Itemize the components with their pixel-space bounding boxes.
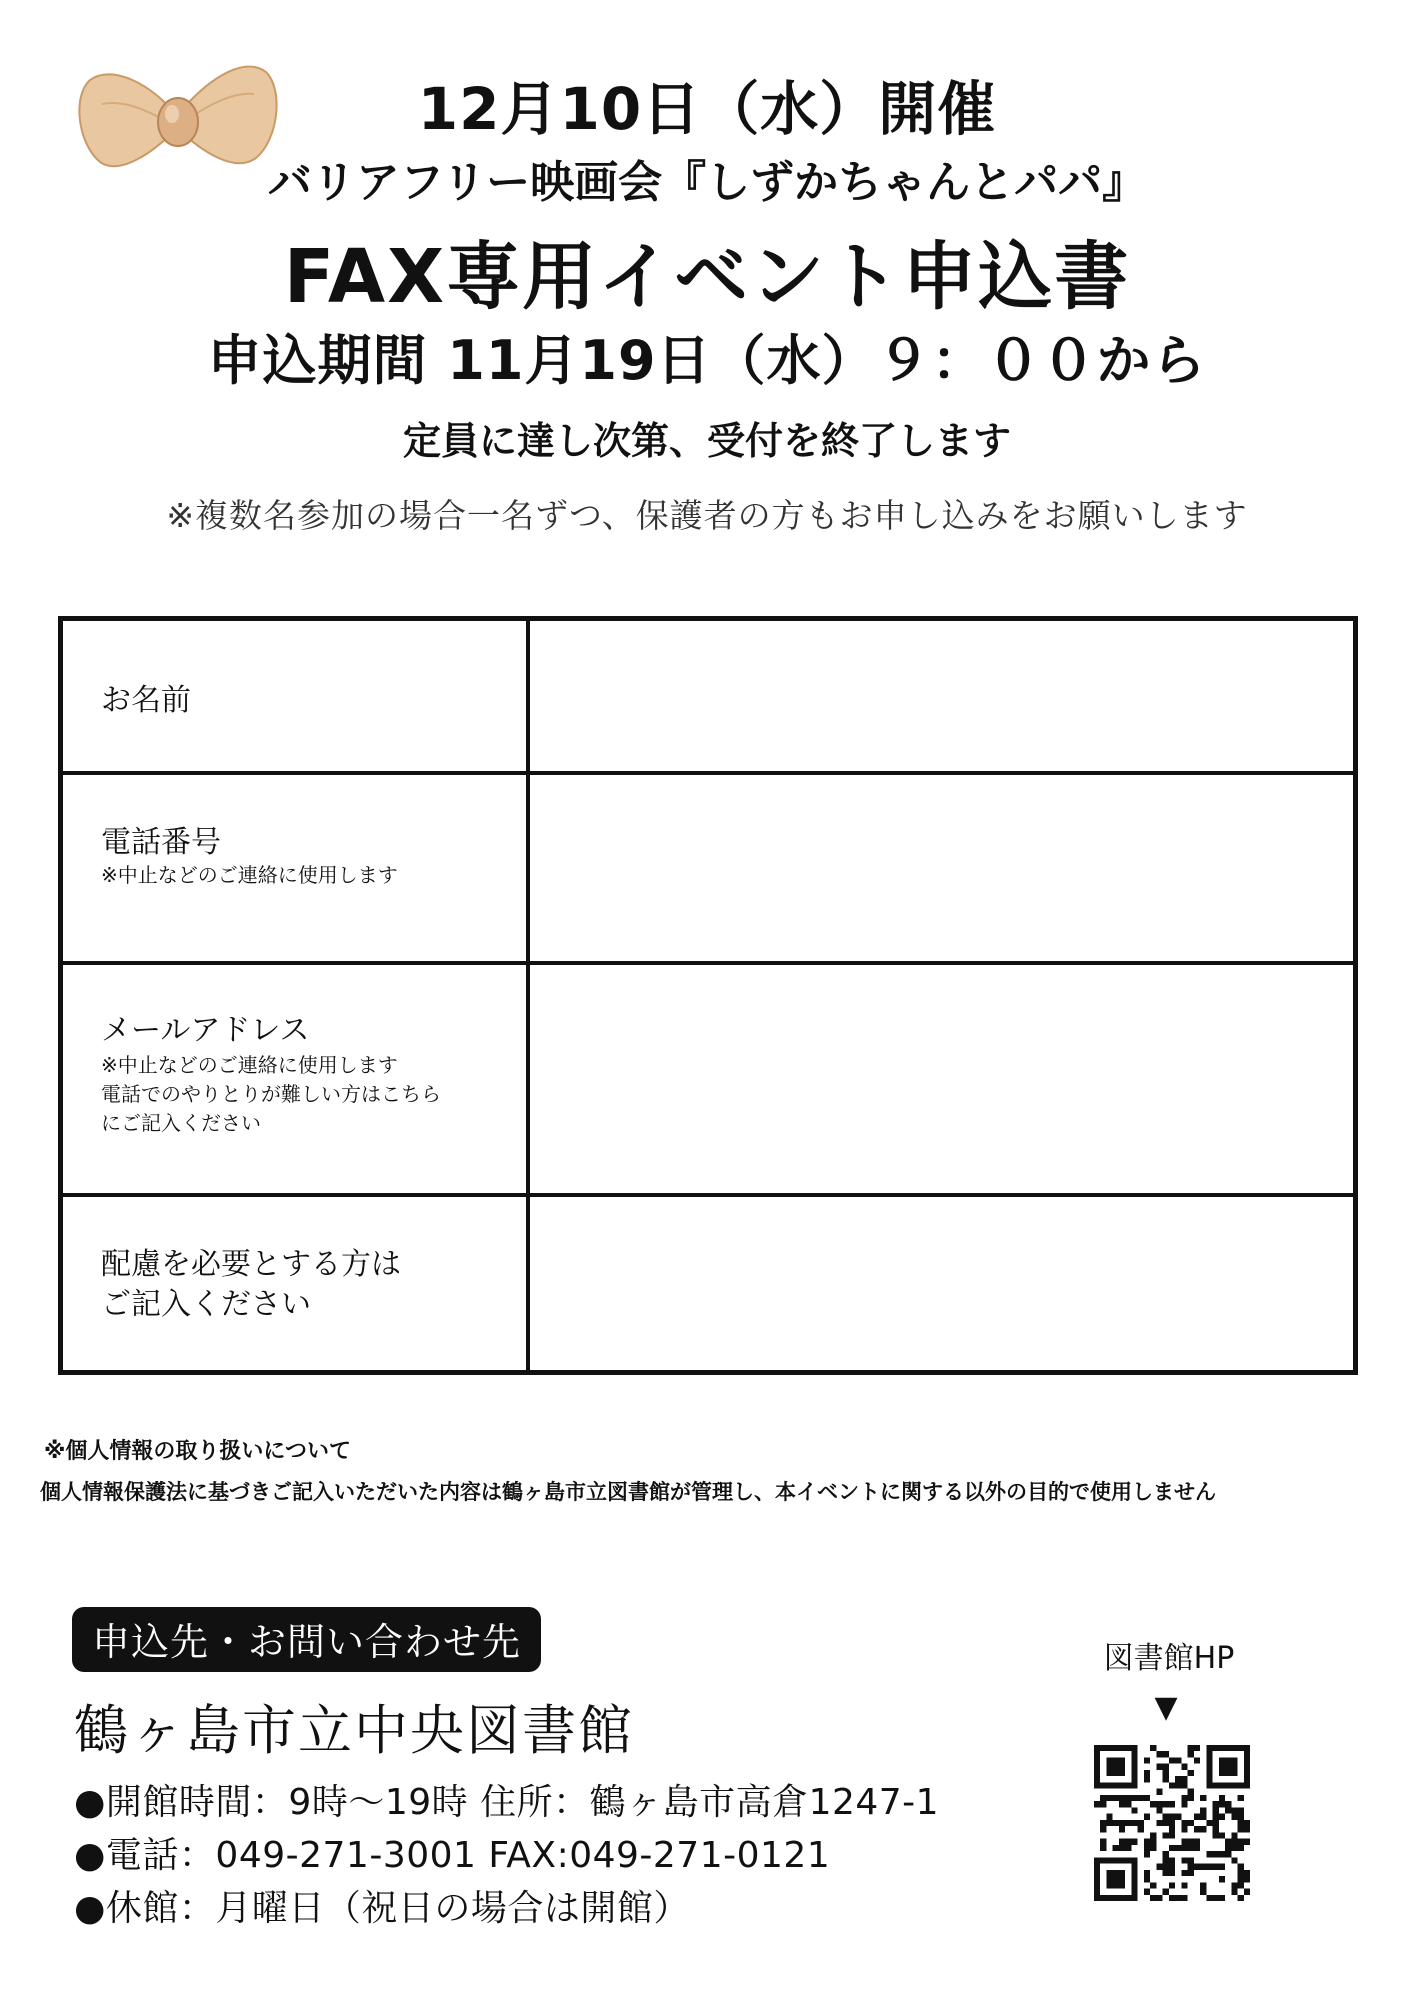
email-note-1: ※中止などのご連絡に使用します xyxy=(101,1052,398,1077)
library-hours-address: ●開館時間：9時〜19時 住所：鶴ヶ島市高倉1247-1 xyxy=(74,1782,940,1823)
participant-note: ※複数名参加の場合一名ずつ、保護者の方もお申し込みをお願いします xyxy=(166,496,1248,535)
accommodation-label-cell xyxy=(61,1195,529,1373)
form-row-email xyxy=(61,963,1356,1195)
email-note-3: にご記入ください xyxy=(101,1110,261,1135)
application-form xyxy=(58,616,1358,1375)
name-label: お名前 xyxy=(101,683,191,718)
name-label-cell xyxy=(61,619,529,773)
library-phone-fax: ●電話：049-271-3001 FAX:049-271-0121 xyxy=(74,1835,831,1876)
accommodation-label: 配慮を必要とする方は xyxy=(101,1246,401,1282)
email-field[interactable] xyxy=(528,963,1356,1195)
form-row-accommodation xyxy=(61,1195,1356,1373)
privacy-heading: ※個人情報の取り扱いについて xyxy=(44,1439,351,1464)
accommodation-label-line2: ご記入ください xyxy=(101,1286,311,1322)
library-closed-days: ●休館：月曜日（祝日の場合は開館） xyxy=(74,1888,690,1929)
name-field[interactable] xyxy=(528,619,1356,773)
application-period: 申込期間 11月19日（水）９：００から xyxy=(207,329,1207,392)
form-row-name xyxy=(61,619,1356,773)
email-label-cell xyxy=(61,963,529,1195)
form-row-phone xyxy=(61,773,1356,963)
down-arrow-icon: ▼ xyxy=(1154,1690,1178,1725)
capacity-notice: 定員に達し次第、受付を終了します xyxy=(402,419,1011,463)
accommodation-field[interactable] xyxy=(528,1195,1356,1373)
page-title: FAX専用イベント申込書 xyxy=(283,234,1131,320)
privacy-statement: 個人情報保護法に基づきご記入いただいた内容は鶴ヶ島市立図書館が管理し、本イベントに関する以外の目的で使用しません xyxy=(40,1480,1216,1504)
qr-code-icon[interactable] xyxy=(1094,1745,1250,1901)
event-date: 12月10日（水）開催 xyxy=(417,75,997,143)
homepage-label: 図書館HP xyxy=(1103,1641,1235,1676)
email-note-2: 電話でのやりとりが難しい方はこちら xyxy=(101,1081,441,1106)
phone-note: ※中止などのご連絡に使用します xyxy=(101,862,398,887)
contact-badge: 申込先・お問い合わせ先 xyxy=(72,1607,541,1672)
phone-field[interactable] xyxy=(528,773,1356,963)
phone-label: 電話番号 xyxy=(101,824,221,860)
library-name: 鶴ヶ島市立中央図書館 xyxy=(74,1699,634,1762)
email-label: メールアドレス xyxy=(101,1012,310,1048)
event-name: バリアフリー映画会『しずかちゃんとパパ』 xyxy=(267,157,1147,208)
phone-label-cell xyxy=(61,773,529,963)
